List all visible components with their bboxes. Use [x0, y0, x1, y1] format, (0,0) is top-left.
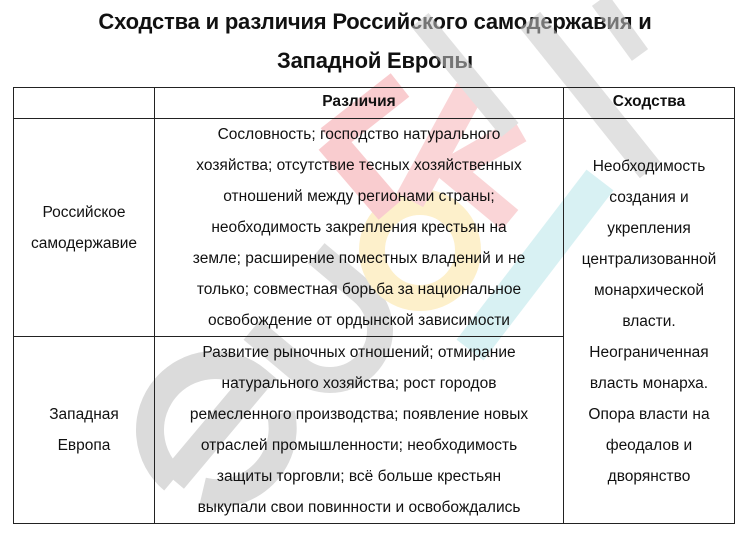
header-differences: Различия	[155, 88, 564, 119]
label-line: самодержавие	[30, 234, 138, 252]
text-line: монархической	[594, 281, 704, 299]
text-line: отношений между регионами страны;	[223, 188, 495, 205]
similarities-cell	[564, 119, 735, 524]
label-line: Российское	[42, 203, 126, 221]
text-line: Опора власти на	[588, 405, 710, 423]
table-row-russia	[14, 119, 735, 337]
text-line: только; совместная борьба за национальное	[196, 281, 522, 298]
text-line: ремесленного производства; появление новых	[189, 406, 529, 423]
text-line: Необходимость	[592, 157, 706, 175]
page-title-line-2: Западной Европы	[276, 48, 474, 73]
text-line: натурального хозяйства; рост городов	[221, 375, 497, 392]
text-line: хозяйства; отсутствие тесных хозяйственных	[196, 157, 522, 174]
differences-europe	[155, 337, 564, 524]
text-line: Развитие рыночных отношений; отмирание	[202, 344, 516, 361]
header-similarities: Сходства	[564, 88, 735, 119]
text-line: необходимость закрепления крестьян на	[211, 219, 507, 236]
text-line: власть монарха.	[589, 374, 709, 392]
text-line: освобождение от ордынской зависимости	[208, 312, 510, 329]
text-line: создания и	[609, 188, 689, 206]
text-line: отраслей промышленности; необходимость	[200, 437, 518, 454]
text-line: укрепления	[607, 219, 691, 237]
row-label-europe	[14, 337, 155, 524]
text-line: Неограниченная	[589, 343, 709, 361]
row-label-russia	[14, 119, 155, 337]
label-line: Европа	[57, 437, 111, 454]
page-title-line-1: Сходства и различия Российского самодержавия и	[98, 9, 652, 34]
table-header-row	[14, 88, 735, 119]
label-line: Западная	[49, 406, 119, 423]
text-line: власти.	[622, 312, 676, 330]
text-line: дворянство	[607, 467, 691, 485]
header-empty	[14, 88, 155, 119]
text-line: феодалов и	[605, 436, 693, 454]
text-line: централизованной	[581, 250, 717, 268]
comparison-table	[13, 87, 735, 524]
text-line: Сословность; господство натурального	[217, 126, 501, 143]
text-line: защиты торговли; всё больше крестьян	[216, 468, 502, 485]
text-line: земле; расширение поместных владений и не	[192, 250, 526, 267]
text-line: выкупали свои повинности и освобождались	[197, 499, 521, 516]
differences-russia	[155, 119, 564, 337]
